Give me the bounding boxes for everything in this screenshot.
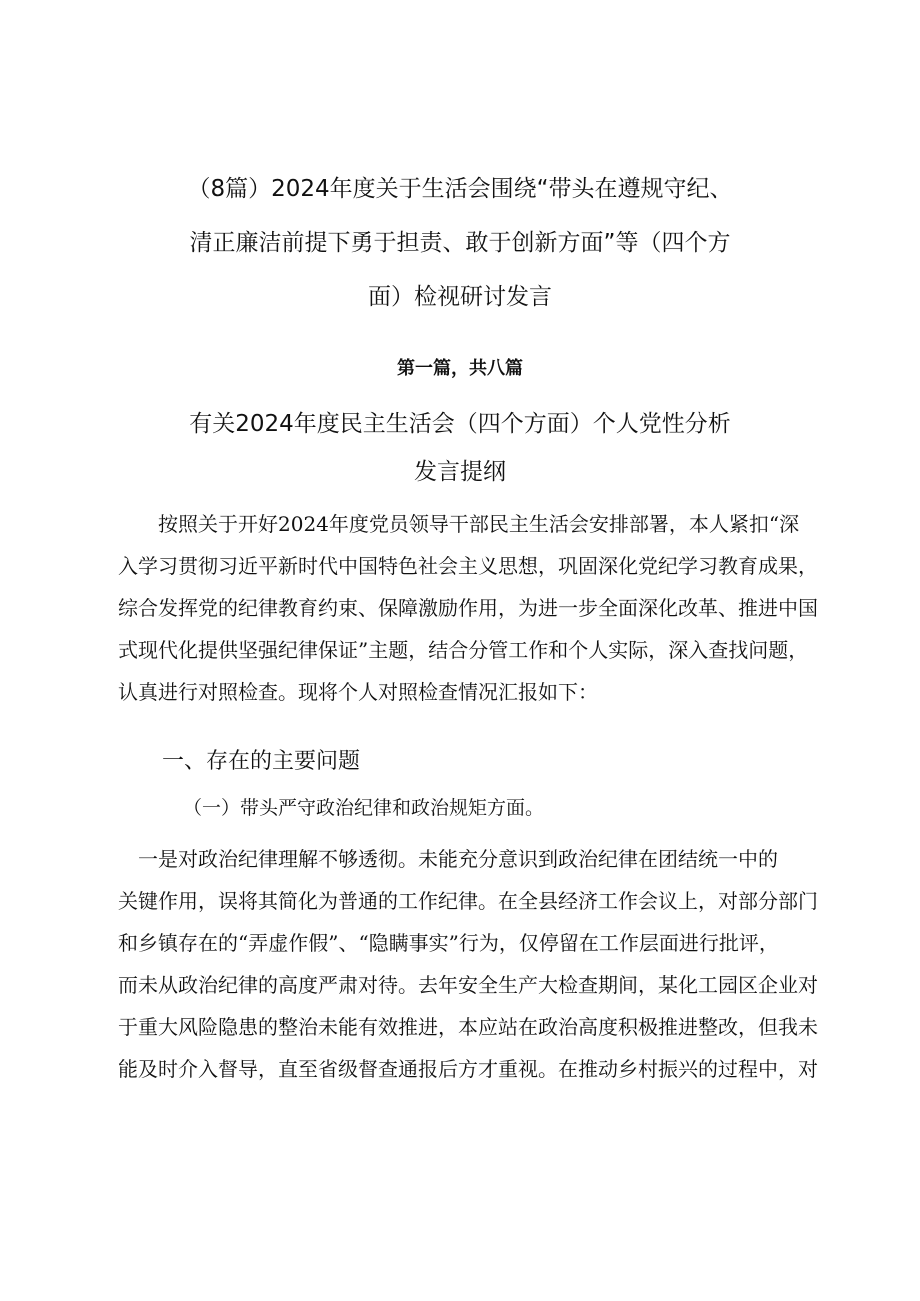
paragraph-line: 式现代化提供坚强纪律保证”主题，结合分管工作和个人实际，深入查找问题， (118, 638, 809, 662)
paragraph-line: 认真进行对照检查。现将个人对照检查情况汇报如下： (118, 680, 598, 704)
paragraph-line: 而未从政治纪律的高度严肃对待。去年安全生产大检查期间，某化工园区企业对 (118, 973, 818, 997)
intro-paragraph (118, 503, 818, 713)
paragraph-line: 按照关于开好2024年度党员领导干部民主生活会安排部署，本人紧扣“深 (118, 512, 800, 536)
speech-title (120, 400, 800, 496)
speech-title-line-2: 发言提纲 (414, 459, 506, 485)
section-heading: 一、存在的主要问题 (162, 749, 361, 774)
paragraph-line: 入学习贯彻习近平新时代中国特色社会主义思想，巩固深化党纪学习教育成果， (118, 554, 818, 578)
speech-title-line-1: 有关2024年度民主生活会（四个方面）个人党性分析 (189, 411, 731, 437)
paragraph-line: 综合发挥党的纪律教育约束、保障激励作用，为进一步全面深化改革、推进中国 (118, 596, 818, 620)
part-label: 第一篇，共八篇 (397, 358, 523, 379)
paragraph-line: 关键作用，误将其简化为普通的工作纪律。在全县经济工作会议上，对部分部门 (118, 889, 818, 913)
paragraph-line: 和乡镇存在的“弄虚作假”、“隐瞒事实”行为，仅停留在工作层面进行批评， (118, 931, 779, 955)
point-paragraph (118, 838, 818, 1090)
document-title (120, 162, 800, 324)
title-line-1: （8篇）2024年度关于生活会围绕“带头在遵规守纪、 (187, 176, 733, 202)
paragraph-line: 能及时介入督导，直至省级督查通报后方才重视。在推动乡村振兴的过程中，对 (118, 1057, 818, 1081)
paragraph-line: 于重大风险隐患的整治未能有效推进，本应站在政治高度积极推进整改，但我未 (118, 1015, 818, 1039)
paragraph-line: 一是对政治纪律理解不够透彻。未能充分意识到政治纪律在团结统一中的 (118, 847, 778, 871)
title-line-3: 面）检视研讨发言 (368, 284, 552, 310)
subsection-heading: （一）带头严守政治纪律和政治规矩方面。 (183, 797, 545, 819)
title-line-2: 清正廉洁前提下勇于担责、敢于创新方面”等（四个方 (189, 230, 731, 256)
